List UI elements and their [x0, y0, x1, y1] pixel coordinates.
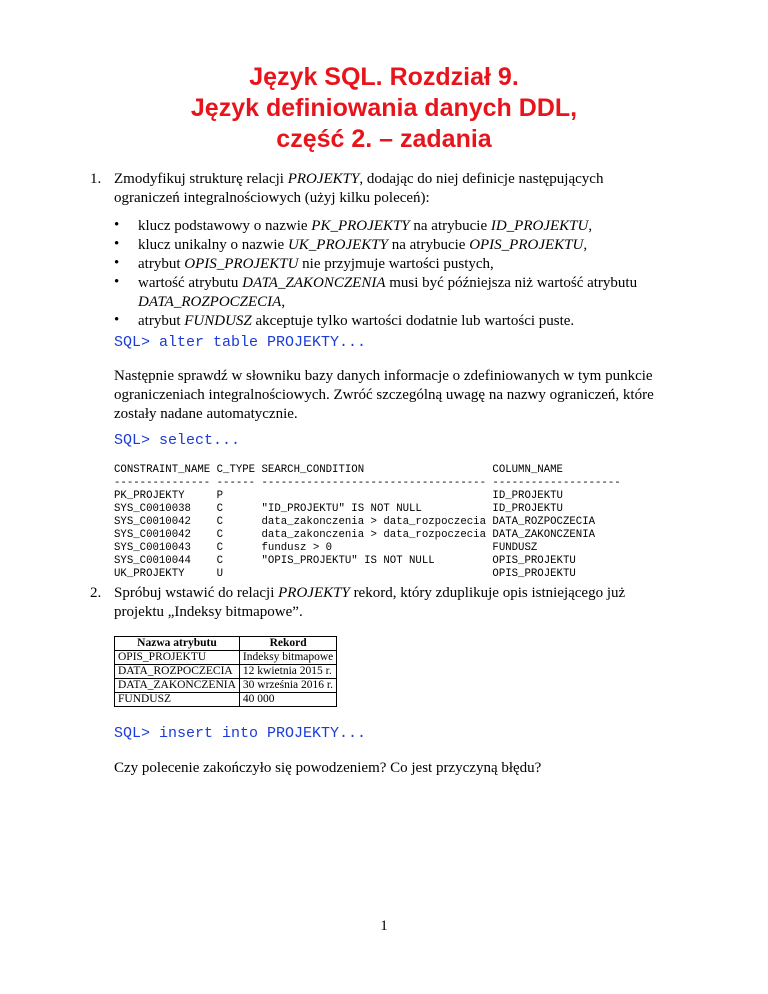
title-line-1: Język SQL. Rozdział 9. [249, 63, 519, 91]
query-result: CONSTRAINT_NAME C_TYPE SEARCH_CONDITION COLUMN_NAME --------------- ------ ----------------------------------- -------------------- PK_PROJEKTY P ID_PROJEKTU SYS_C0010038 C "ID_PROJEKTU" IS NOT NULL ID_PROJEKTU SYS_C0010042 C data_zakonczenia > data_rozpoczecia DATA_ROZPOCZECIA SYS_C0010042 C data_zakonczenia > data_rozpoczecia DATA_ZAKONCZENIA SYS_C0010043 C fundusz > 0 FUNDUSZ SYS_C0010044 C "OPIS_PROJEKTU" IS NOT NULL OPIS_PROJEKTU UK_PROJEKTY U OPIS_PROJEKTU [114, 464, 621, 580]
header-record: Rekord [239, 637, 336, 651]
table-cell: OPIS_PROJEKTU [115, 651, 240, 665]
title-line-2: Język definiowania danych DDL, [190, 94, 578, 122]
table-cell: 40 000 [239, 693, 336, 707]
task-1-intro-line-2: ograniczeń integralnościowych (użyj kilku poleceń): [114, 190, 430, 206]
bullet-dot: • [114, 255, 120, 271]
page-number: 1 [380, 918, 388, 934]
task-1-paragraph-line-2: ograniczeniach integralnościowych. Zwróć szczególną uwagę na nazwy ograniczeń, które [114, 387, 654, 403]
sql-insert-command: SQL> insert into PROJEKTY... [114, 725, 367, 742]
title-line-3: część 2. – zadania [276, 125, 492, 153]
table-cell: DATA_ROZPOCZECIA [115, 665, 240, 679]
table-cell: 30 września 2016 r. [239, 679, 336, 693]
table-row [115, 679, 337, 693]
sql-alter-command: SQL> alter table PROJEKTY... [114, 334, 367, 351]
task-1-paragraph-line-1: Następnie sprawdź w słowniku bazy danych informacje o zdefiniowanych w tym punkcie [114, 368, 653, 384]
table-row [115, 693, 337, 707]
task-2-line-1: Spróbuj wstawić do relacji PROJEKTY rekord, który zduplikuje opis istniejącego już [114, 585, 626, 601]
header-attribute-name: Nazwa atrybutu [115, 637, 240, 651]
bullet-dot: • [114, 217, 120, 233]
bullet-dot: • [114, 312, 120, 328]
sql-select-command: SQL> select... [114, 432, 241, 449]
bullet-dot: • [114, 274, 120, 290]
table-cell: Indeksy bitmapowe [239, 651, 336, 665]
bullet-item: klucz podstawowy o nazwie PK_PROJEKTY na atrybucie ID_PROJEKTU, [138, 218, 593, 234]
table-header-row [115, 637, 337, 651]
bullet-dot: • [114, 236, 120, 252]
table-cell: FUNDUSZ [115, 693, 240, 707]
table-cell: DATA_ZAKONCZENIA [115, 679, 240, 693]
task-1-number: 1. [90, 171, 102, 187]
table-cell: 12 kwietnia 2015 r. [239, 665, 336, 679]
table-row [115, 665, 337, 679]
bullet-item: atrybut OPIS_PROJEKTU nie przyjmuje wartości pustych, [138, 256, 494, 272]
table-row [115, 651, 337, 665]
task-2-line-2: projektu „Indeksy bitmapowe”. [114, 604, 303, 620]
task-1-intro-line-1: Zmodyfikuj strukturę relacji PROJEKTY, dodając do niej definicje następujących [114, 171, 604, 187]
task-2-number: 2. [90, 585, 102, 601]
bullet-item: klucz unikalny o nazwie UK_PROJEKTY na atrybucie OPIS_PROJEKTU, [138, 237, 588, 253]
record-table [114, 636, 337, 707]
bullet-item: wartość atrybutu DATA_ZAKONCZENIA musi być późniejsza niż wartość atrybutu DATA_ROZPOCZECIA, [138, 275, 638, 310]
bullet-item: atrybut FUNDUSZ akceptuje tylko wartości dodatnie lub wartości puste. [138, 313, 575, 329]
task-1-paragraph-line-3: zostały nadane automatycznie. [114, 406, 298, 422]
task-2-question: Czy polecenie zakończyło się powodzeniem? Co jest przyczyną błędu? [114, 760, 542, 776]
